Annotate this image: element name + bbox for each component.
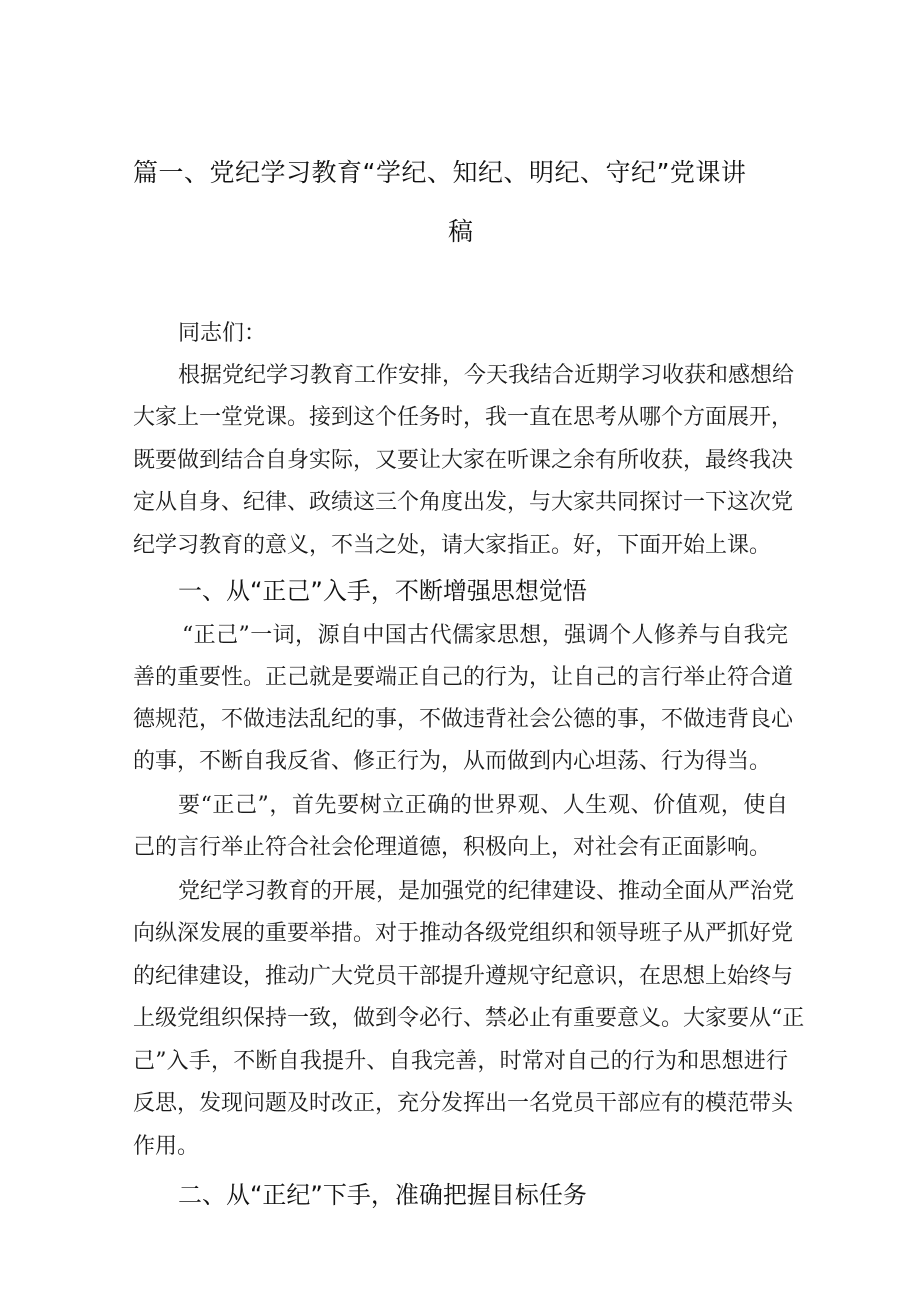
document-title-line-2: 稿 — [448, 217, 474, 246]
section-1-para-1-line: 善的重要性。正己就是要端正自己的行为，让自己的言行举止符合道 — [133, 665, 794, 690]
greeting: 同志们： — [178, 321, 267, 346]
section-1-para-1-line: 的事，不断自我反省、修正行为，从而做到内心坦荡、行为得当。 — [133, 749, 772, 774]
section-1-para-3-line: 党纪学习教育的开展，是加强党的纪律建设、推动全面从严治党 — [178, 879, 795, 904]
intro-line: 根据党纪学习教育工作安排，今天我结合近期学习收获和感想给 — [178, 363, 795, 388]
section-1-heading: 一、从“正己”入手，不断增强思想觉悟 — [178, 577, 587, 605]
section-1-para-3-line: 上级党组织保持一致，做到令必行、禁必止有重要意义。大家要从“正 — [133, 1006, 805, 1031]
intro-line: 既要做到结合自身实际，又要让大家在听课之余有所收获，最终我决 — [133, 448, 794, 473]
section-1-para-3-line: 的纪律建设，推动广大党员干部提升遵规守纪意识，在思想上始终与 — [133, 964, 794, 989]
section-1-para-1-line: “正己”一词，源自中国古代儒家思想，强调个人修养与自我完 — [182, 623, 788, 648]
section-1-para-2-line: 己的言行举止符合社会伦理道德，积极向上，对社会有正面影响。 — [133, 835, 772, 860]
section-1-para-3-line: 向纵深发展的重要举措。对于推动各级党组织和领导班子从严抓好党 — [133, 921, 794, 946]
section-1-para-3-line: 反思，发现问题及时改正，充分发挥出一名党员干部应有的模范带头 — [133, 1091, 794, 1116]
section-1-para-3-line: 己”入手，不断自我提升、自我完善，时常对自己的行为和思想进行 — [133, 1049, 788, 1074]
intro-line: 大家上一堂党课。接到这个任务时，我一直在思考从哪个方面展开， — [133, 405, 794, 430]
intro-line: 定从自身、纪律、政绩这三个角度出发，与大家共同探讨一下这次党 — [133, 490, 794, 515]
section-2-heading: 二、从“正纪”下手，准确把握目标任务 — [178, 1181, 587, 1209]
section-1-para-2-line: 要“正己”，首先要树立正确的世界观、人生观、价值观，使自 — [178, 793, 788, 818]
section-1-para-3-line: 作用。 — [133, 1134, 200, 1159]
section-1-para-1-line: 德规范，不做违法乱纪的事，不做违背社会公德的事，不做违背良心 — [133, 707, 794, 732]
document-title-line-1: 篇一、党纪学习教育“学纪、知纪、明纪、守纪”党课讲 — [133, 158, 747, 187]
intro-line: 纪学习教育的意义，不当之处，请大家指正。好，下面开始上课。 — [133, 533, 772, 558]
